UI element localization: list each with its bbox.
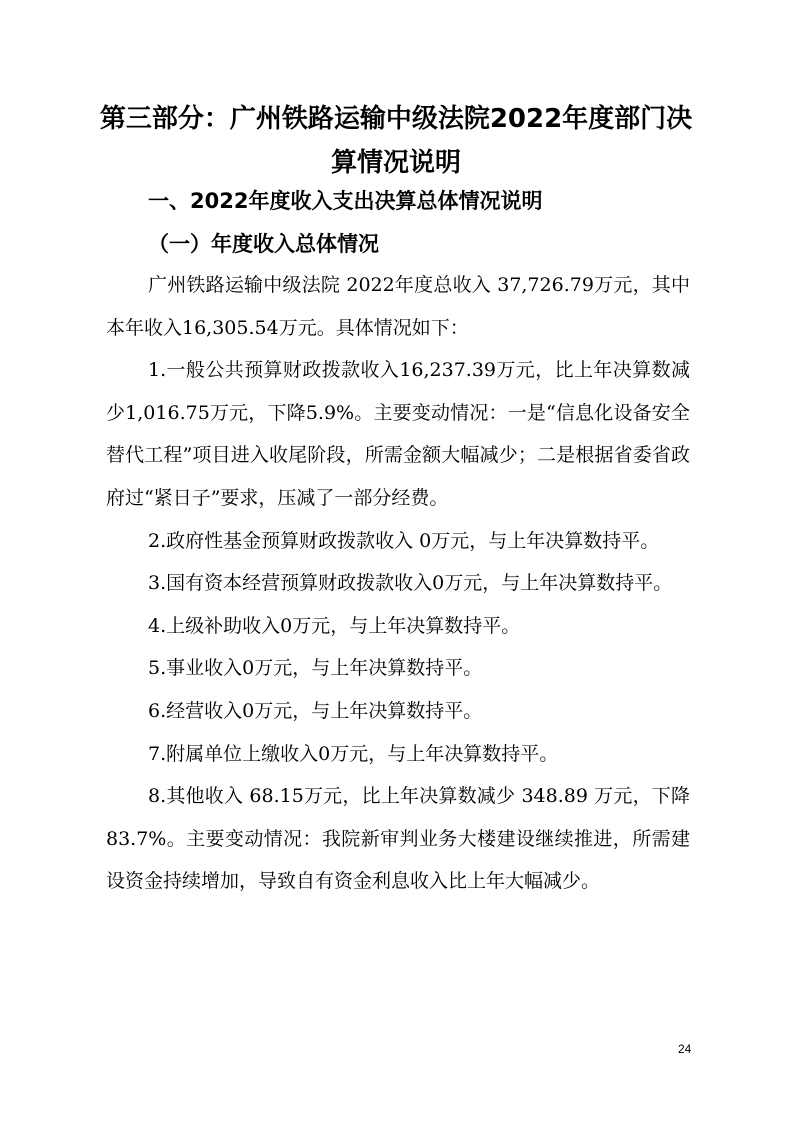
subsection-heading: （一）年度收入总体情况 [148, 232, 379, 256]
paragraph-total-income: 广州铁路运输中级法院 2022年度总收入 37,726.79万元，其中本年收入16,305.54万元。具体情况如下： [106, 274, 690, 339]
body-text [106, 264, 690, 903]
paragraph-item-5: 5.事业收入0万元，与上年决算数持平。 [148, 657, 483, 680]
section-heading: 一、2022年度收入支出决算总体情况说明 [148, 189, 543, 213]
paragraph-item-1: 1.一般公共预算财政拨款收入16,237.39万元，比上年决算数减少1,016.75万元，下降5.9%。主要变动情况：一是“信息化设备安全替代工程”项目进入收尾阶段，所需金额大幅减少；二是根据省委省政府过“紧日子”要求，压减了一部分经费。 [106, 359, 690, 509]
paragraph-item-8: 8.其他收入 68.15万元，比上年决算数减少 348.89 万元，下降83.7%。主要变动情况：我院新审判业务大楼建设继续推进，所需建设资金持续增加，导致自有资金利息收入比上年大幅减少。 [106, 785, 690, 893]
page-number: 24 [678, 1042, 692, 1056]
paragraph-item-7: 7.附属单位上缴收入0万元，与上年决算数持平。 [148, 742, 559, 765]
paragraph-item-6: 6.经营收入0万元，与上年决算数持平。 [148, 699, 483, 722]
document-title: 第三部分：广州铁路运输中级法院2022年度部门决算情况说明 [99, 104, 693, 178]
paragraph-item-3: 3.国有资本经营预算财政拨款收入0万元，与上年决算数持平。 [148, 572, 673, 595]
paragraph-item-4: 4.上级补助收入0万元，与上年决算数持平。 [148, 614, 521, 637]
paragraph-item-2: 2.政府性基金预算财政拨款收入 0万元，与上年决算数持平。 [148, 529, 660, 552]
